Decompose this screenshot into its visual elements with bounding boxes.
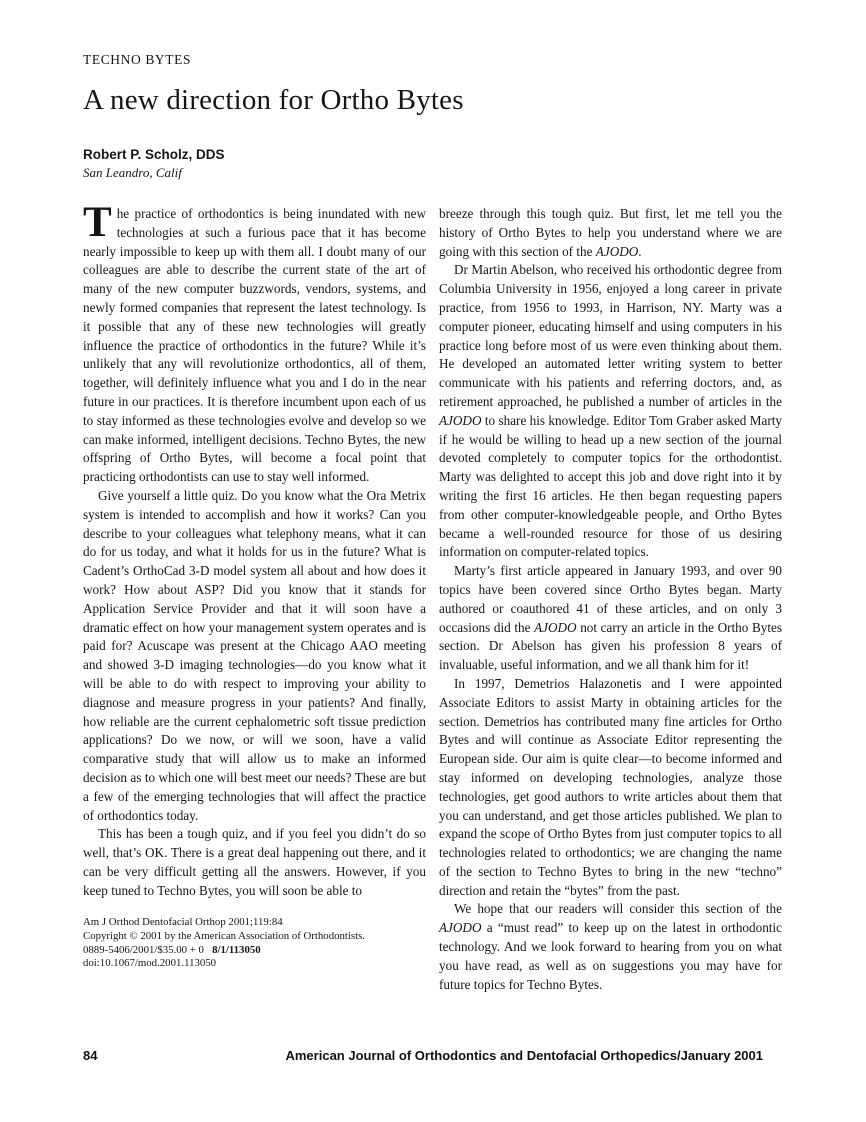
body-paragraph bbox=[439, 261, 782, 562]
body-paragraph: In 1997, Demetrios Halazonetis and I were appointed Associate Editors to assist Marty in obtaining articles for the section. Demetrios has contributed many fine articles for Ortho Bytes and will continue as Associate Editor representing the European side. Our aim is quite clear—to become informed and stay informed on developing technologies, analyze those technologies, get good authors to write articles about them that you can understand, and get those articles published. We plan to expand the scope of Ortho Bytes from just computer topics to all technologies related to orthodontics; we are changing the name of the section to Techno Bytes to bring in the new “techno” direction and retain the “bytes” from the past. bbox=[439, 675, 782, 898]
journal-footer-line: American Journal of Orthodontics and Dentofacial Orthopedics/January 2001 bbox=[285, 1048, 763, 1063]
article-title: A new direction for Ortho Bytes bbox=[83, 84, 464, 116]
opening-paragraph bbox=[83, 199, 426, 487]
body-paragraph: Give yourself a little quiz. Do you know what the Ora Metrix system is intended to accomplish and how it works? Can you describe to your colleagues what telephony means, what it can do for us today, and what it holds for us in the future? What is Cadent’s OrthoCad 3-D model system all about and how does it work? How about ASP? Did you know that it stands for Application Service Provider and that it will soon have a dramatic effect on how your management system operates and is paid for? Acuscape was present at the Chicago AAO meeting and showed 3-D imaging technologies—do you know what it will be able to do with respect to improving your ability to diagnose and measure progress in your patients? And finally, how reliable are the current cephalometric soft tissue prediction applications? Do we now, or will we soon, have a valid comparative study that will allow us to make an informed decision as to which one will best meet our needs? These are but a few of the emerging technologies that will affect the practice of orthodontics today. bbox=[83, 487, 426, 823]
italic-text-run: AJODO bbox=[439, 920, 482, 936]
left-column bbox=[83, 199, 426, 994]
section-label: TECHNO BYTES bbox=[83, 52, 192, 67]
italic-text-run: AJODO bbox=[595, 243, 639, 259]
byline bbox=[83, 147, 783, 181]
text-run: breeze through this tough quiz. But first, let me tell you the history of Ortho Bytes to help you understand where we are going with this section of the bbox=[439, 206, 782, 259]
author-affiliation: San Leandro, Calif bbox=[83, 165, 182, 180]
footnote-line: doi:10.1067/mod.2001.113050 bbox=[83, 957, 217, 970]
bold-text-run: 8/1/113050 bbox=[212, 943, 261, 956]
opening-paragraph-text: he practice of orthodontics is being inundated with new technologies at such a furious pace that it has become nearly impossible to keep up with them all. I doubt many of our colleagues are able to describe the current state of the art of many of the new computer buzzwords, vendors, systems, and newly formed companies that represent the latest technology. Is it possible that any of these new technologies will greatly influence the practice of orthodontics in the future? While it’s unlikely that any will revolutionize orthodontics, all of them, together, will definitely influence what you and I do in the near future in our practices. It is therefore incumbent upon each of us to stay informed as these technologies evolve and develop so we can make informed, intelligent decisions. Techno Bytes, the new offspring of Ortho Bytes, will become a focal point that practicing orthodontists can use to stay well informed. bbox=[83, 206, 426, 485]
left-column-paragraphs bbox=[83, 487, 426, 901]
text-run: Dr Martin Abelson, who received his orthodontic degree from Columbia University in 1956, enjoyed a long career in private practice, from 1956 to 1993, in Harrison, NY. Marty was a computer pioneer, educating himself and using computers in his practice long before most of us were even thinking about them. He developed an automated letter writing system to better communicate with his patients and referring doctors, and, as retirement approached, he published a number of articles in the bbox=[439, 262, 782, 409]
body-paragraph: This has been a tough quiz, and if you feel you didn’t do so well, that’s OK. There is a great deal happening out there, and it can be very difficult getting all the answers. However, if you keep tuned to Techno Bytes, you will soon be able to bbox=[83, 826, 426, 898]
italic-text-run: AJODO bbox=[439, 412, 482, 428]
text-run: We hope that our readers will consider this section of the bbox=[454, 901, 782, 917]
text-run: 0889-5406/2001/$35.00 + 0 bbox=[83, 943, 213, 956]
body-paragraph bbox=[439, 900, 782, 994]
right-column-paragraphs bbox=[439, 261, 782, 994]
page-footer bbox=[83, 1048, 783, 1063]
footnote-block bbox=[83, 916, 426, 970]
footnote-line: Am J Orthod Dentofacial Orthop 2001;119:84 bbox=[83, 916, 283, 929]
page-number: 84 bbox=[83, 1048, 98, 1063]
text-run: Marty’s first article appeared in January 1993, and over 90 topics have been covered since Ortho Bytes began. Marty authored or coauthored 41 of these articles, and on only 3 occasions did the bbox=[439, 563, 782, 635]
footnote-line bbox=[83, 944, 426, 958]
text-run: not carry an article in the Ortho Bytes section. Dr Abelson has given his profession 8 years of invaluable, useful information, and we all thank him for it! bbox=[439, 619, 783, 673]
author-name: Robert P. Scholz, DDS bbox=[83, 147, 225, 162]
text-run: a “must read” to keep up on the latest in orthodontic technology. And we look forward to hearing from you on what you have read, as well as on suggestions you may have for future topics for Techno Bytes. bbox=[439, 920, 782, 992]
article-body bbox=[83, 199, 783, 994]
text-run: to share his knowledge. Editor Tom Graber asked Marty if he would be willing to head up a new section of the journal devoted completely to computer topics for the orthodontist. Marty was delighted to accept this job and dove right into it by writing the first 16 articles. He then began requesting papers from other computer-knowledgeable people, and Ortho Bytes became a well-rounded resource for those of us desiring information on computer-related topics. bbox=[439, 412, 782, 560]
right-column bbox=[439, 205, 782, 994]
continuation-paragraph bbox=[439, 205, 782, 261]
italic-text-run: AJODO bbox=[534, 619, 577, 635]
footnote-line: Copyright © 2001 by the American Association of Orthodontists. bbox=[83, 930, 365, 943]
drop-cap: T bbox=[83, 199, 112, 246]
text-run: . bbox=[638, 243, 642, 259]
body-paragraph bbox=[439, 562, 782, 675]
